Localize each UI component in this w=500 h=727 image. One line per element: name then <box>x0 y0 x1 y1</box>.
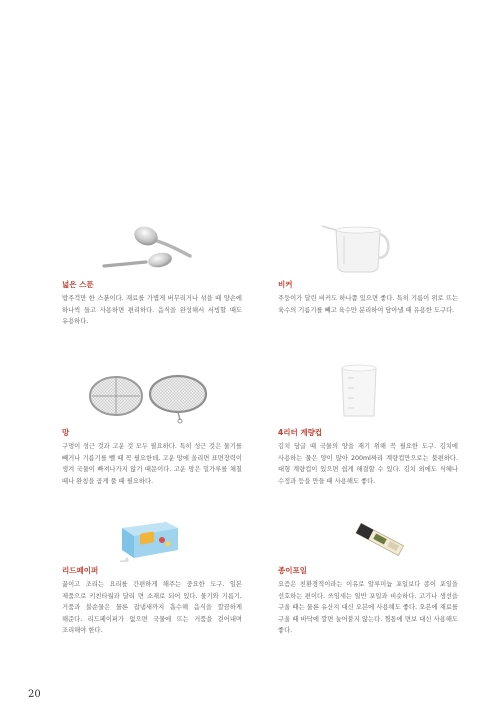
item-parchment-paper <box>278 567 458 637</box>
item-description: 밥주걱만 한 스푼이다. 재료를 가볍게 버무리거나 섞을 때 양손에 하나씩 들고 사용하면 편리하다. 음식을 완성해서 서빙할 때도 유용하다. <box>62 295 242 326</box>
mesh-strainers-illustration <box>86 372 216 424</box>
item-description: 주둥이가 달린 비커도 하나쯤 있으면 좋다. 특히 기름이 위로 뜨는 육수의 기름기를 빼고 육수만 분리하여 담아낼 때 유용한 도구다. <box>278 295 458 314</box>
parchment-roll-illustration <box>352 522 408 556</box>
item-title: 넓은 스푼 <box>62 280 94 289</box>
measuring-cup-illustration <box>334 362 386 420</box>
lid-paper-box-illustration <box>116 518 184 562</box>
serving-spoons-illustration <box>98 218 194 276</box>
item-description: 김치 담글 때 국물의 양을 재기 위해 꼭 필요한 도구. 김치에 사용하는 물은 양이 많아 200ml짜리 계량컵만으로는 불편하다. 대형 계량컵이 있으면 쉽게 해결할 수 있다. 김치 외에도 식혜나 수정과 등을 만들 때 사용해도 좋다. <box>278 443 458 485</box>
item-title: 망 <box>62 428 70 437</box>
item-description: 구멍이 성근 것과 고운 것 모두 필요하다. 특히 성근 것은 물기를 빼거나 기름기를 뺄 때 꼭 필요한데, 고운 망에 올리면 표면장력이 생겨 국물이 빠져나가지 않기 때문이다. 고운 망은 밀가루를 체칠 때나 완칭을 곱게 풀 때 필요하다. <box>62 443 242 485</box>
item-description: 끓이고 조리는 요리를 간편하게 해주는 중요한 도구. 일본 제품으로 키친타월과 달리 면 소재로 되어 있다. 물기와 기름기, 거품과 불순물은 물론 잡냄새까지 흡수해 음식을 깔끔하게 해준다. 리드페이퍼가 없으면 국물에 뜨는 거품을 걷어내며 조리해야 한다. <box>62 581 242 635</box>
item-mesh-strainer <box>62 429 242 487</box>
item-measuring-cup <box>278 429 458 487</box>
item-title: 리드페이퍼 <box>62 566 99 575</box>
item-title: 종이포일 <box>278 566 307 575</box>
item-title: 비커 <box>278 280 293 289</box>
item-serving-spoon <box>62 281 242 328</box>
beaker-illustration <box>318 216 394 274</box>
item-lid-paper <box>62 567 242 637</box>
item-description: 요즘은 친환경적이라는 이유로 알루미늄 포일보다 종이 포일을 선호하는 편이다. 쓰임새는 일반 포일과 비슷하다. 고기나 생선을 구울 때는 물론 유산지 대신 오븐에 사용해도 좋다. 오븐에 재료를 구울 때 바닥에 깔면 눌어붙지 않는다. 찜통에 면보 대신 사용해도 좋다. <box>278 581 458 635</box>
page-number: 20 <box>28 689 41 700</box>
item-beaker <box>278 281 458 316</box>
item-title: 4리터 계량컵 <box>278 428 323 437</box>
